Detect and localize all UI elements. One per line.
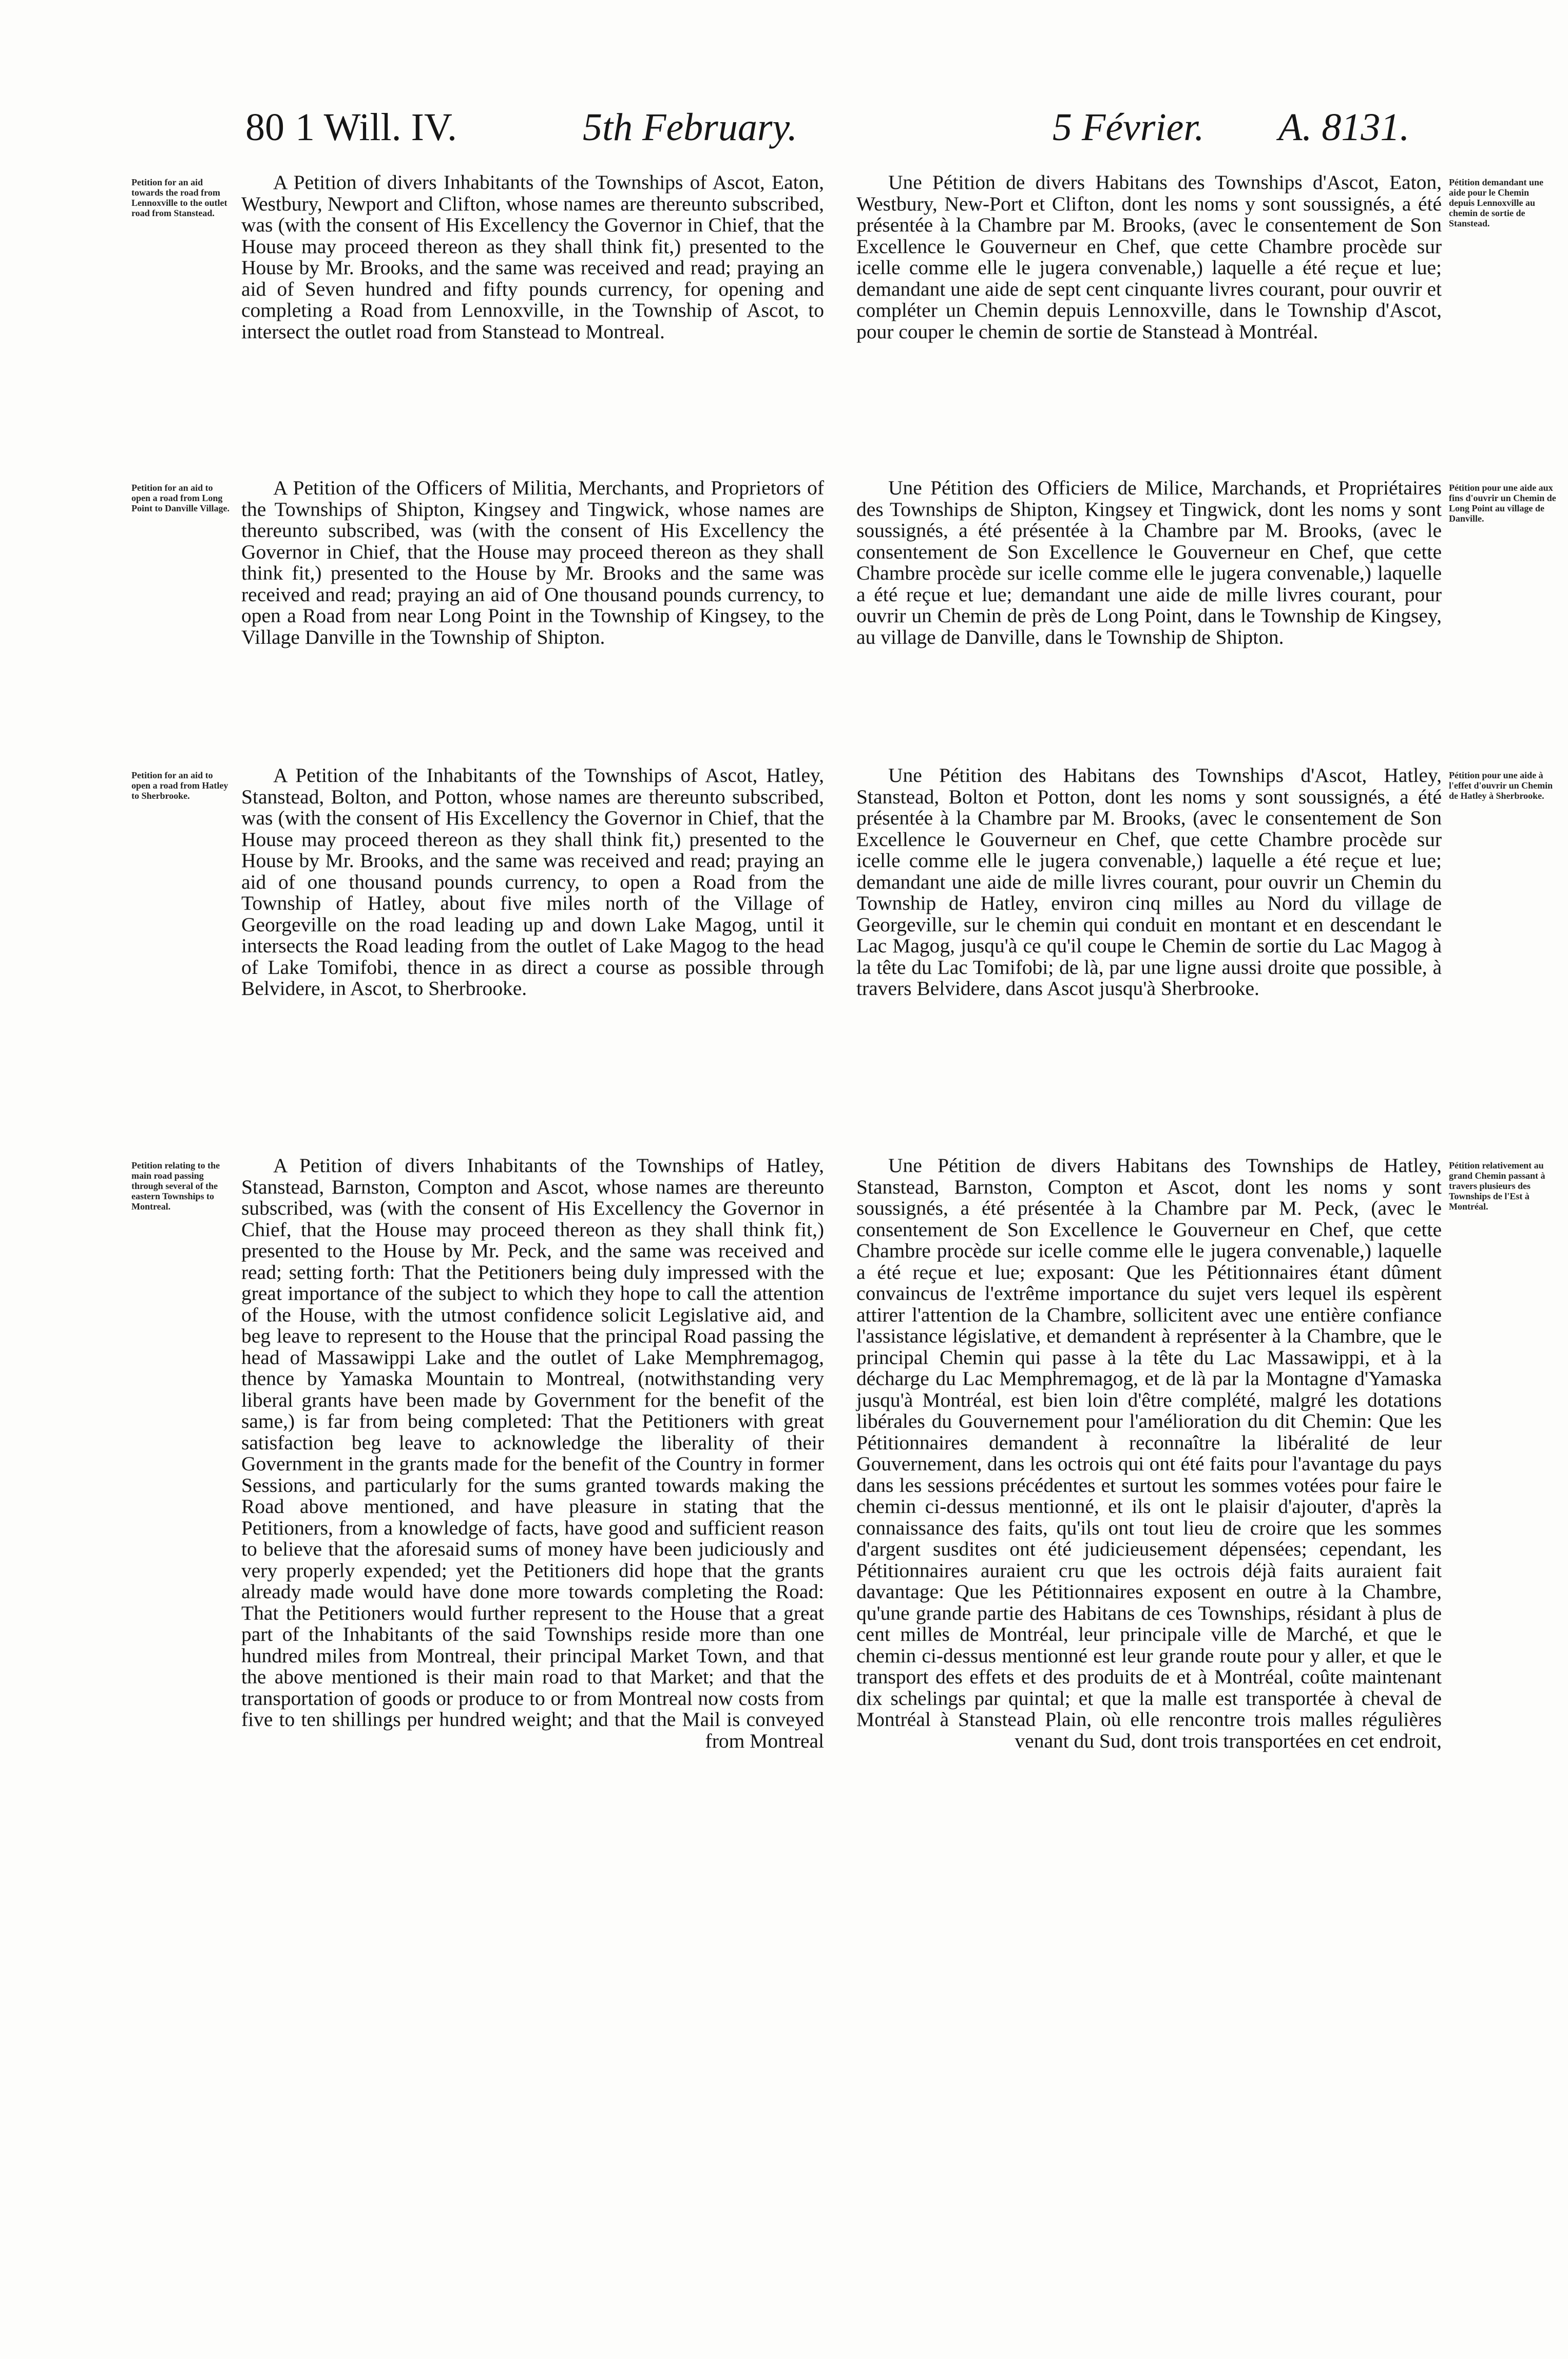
margin-note-french: Pétition demandant une aide pour le Chemin depuis Lennoxville au chemin de sortie de Stanstead.: [1449, 177, 1544, 228]
petition-text-french: Une Pétition des Officiers de Milice, Marchands, et Propriétaires des Townships de Shipton, Kingsey et Tingwick, dont les noms y sont soussignés, a été présentée à la Chambre par M. Brooks, (avec le consentement de Son Excellence le Gouverneur en Chef, que cette Chambre procède sur icelle comme elle le jugera convenable,) laquelle a été reçue et lue; demandant une aide de mille livres courant, pour ouvrir un Chemin de près de Long Point, dans le Township de Kingsey, au village de Danville, dans le Township de Shipton.: [856, 476, 1442, 648]
date-english: 5th February.: [583, 106, 797, 149]
page-number: 80: [245, 106, 284, 149]
margin-note-english: Petition for an aid towards the road from Lennoxville to the outlet road from Stanstead.: [131, 177, 227, 218]
margin-note-english: Petition for an aid to open a road from Hatley to Sherbrooke.: [131, 770, 228, 801]
margin-note-french: Pétition pour une aide aux fins d'ouvrir un Chemin de Long Point au village de Danville.: [1449, 483, 1556, 524]
petition-text-french: Une Pétition des Habitans des Townships d'Ascot, Hatley, Stanstead, Bolton et Potton, dont les noms y sont soussignés, a été présentée à la Chambre par M. Brooks, (avec le consentement de Son Excellence le Gouverneur en Chef, que cette Chambre procède sur icelle comme elle le jugera convenable,) laquelle a été reçue et lue; demandant une aide de mille livres courant, pour ouvrir un Chemin du Township de Hatley, environ cinq milles au Nord du village de Georgeville, sur le chemin qui conduit en montant et en descendant le Lac Magog, jusqu'à ce qu'il coupe le Chemin de sortie du Lac Magog à la tête du Lac Tomifobi; de là, par une ligne aussi droite que possible, à travers Belvidere, dans Ascot jusqu'à Sherbrooke.: [856, 764, 1442, 1000]
regnal-year: 1 Will. IV.: [295, 106, 457, 149]
petition-text-english: A Petition of divers Inhabitants of the Townships of Ascot, Eaton, Westbury, Newport and Clifton, whose names are thereunto subscribed, was (with the consent of His Excellency the Governor in Chief, that the House may proceed thereon as they shall think fit,) presented to the House by Mr. Brooks, and the same was received and read; praying an aid of Seven hundred and fifty pounds currency, for opening and completing a Road from Lennoxville, in the Township of Ascot, to intersect the outlet road from Stanstead to Montreal.: [241, 171, 824, 343]
margin-note-english: Petition for an aid to open a road from Long Point to Danville Village.: [131, 483, 230, 513]
page-header: [0, 105, 1568, 157]
margin-note-english: Petition relating to the main road passing through several of the eastern Townships to Montreal.: [131, 1160, 220, 1212]
petition-text-french: Une Pétition de divers Habitans des Townships d'Ascot, Eaton, Westbury, New-Port et Clifton, dont les noms y sont soussignés, a été présentée à la Chambre par M. Brooks, (avec le consentement de Son Excellence le Gouverneur en Chef, que cette Chambre procède sur icelle comme elle le jugera convenable,) laquelle a été reçue et lue; demandant une aide de sept cent cinquante livres courant, pour ouvrir et compléter un Chemin depuis Lennoxville, dans le Township d'Ascot, pour couper le chemin de sortie de Stanstead à Montréal.: [856, 171, 1442, 343]
petition-entry: [0, 477, 1568, 744]
date-french: 5 Février.: [1053, 106, 1204, 149]
petition-text-english: A Petition of the Officers of Militia, Merchants, and Proprietors of the Townships of Shipton, Kingsey and Tingwick, whose names are thereunto subscribed, was (with the consent of His Excellency the Governor in Chief, that the House may proceed thereon as they shall think fit,) presented to the House by Mr. Brooks and the same was received and read; praying an aid of One thousand pounds currency, to open a Road from near Long Point in the Township of Kingsey, to the Village Danville in the Township of Shipton.: [241, 476, 824, 648]
petition-entry: [0, 765, 1568, 1135]
petition-text-english: A Petition of the Inhabitants of the Townships of Ascot, Hatley, Stanstead, Bolton, and Potton, whose names are thereunto subscribed, was (with the consent of His Excellency the Governor in Chief, that the House may proceed thereon as they shall think fit,) presented to the House by Mr. Brooks, and the same was received and read; praying an aid of one thousand pounds currency, to open a Road from the Township of Hatley, about five miles north of the Village of Georgeville on the road leading up and down Lake Magog, until it intersects the Road leading from the outlet of Lake Magog to the head of Lake Tomifobi, thence in as direct a course as possible through Belvidere, in Ascot, to Sherbrooke.: [241, 764, 824, 1000]
petition-text-french: Une Pétition de divers Habitans des Townships de Hatley, Stanstead, Barnston, Compton et Ascot, dont les noms y sont soussignés, a été présentée à la Chambre par M. Peck, (avec le consentement de Son Excellence le Gouverneur en Chef, que cette Chambre procède sur icelle comme elle le jugera convenable,) laquelle a été reçue et lue; exposant: Que les Pétitionnaires étant dûment convaincus de l'extrême importance du sujet vers lequel ils espèrent attirer l'attention de la Chambre, sollicitent avec une entière confiance l'assistance législative, et demandent à représenter à la Chambre, que le principal Chemin qui passe à la tête du Lac Massawippi, et à la décharge du Lac Memphremagog, et de là par la Montagne d'Yamaska jusqu'à Montréal, est bien loin d'être complété, malgré les dotations libérales du Gouvernement pour l'amélioration du dit Chemin: Que les Pétitionnaires demandent à reconnaître la libéralité de leur Gouvernement, dans les octrois qui ont été faits pour l'avantage du pays dans les sessions précédentes et surtout les sommes votées pour faire le chemin ci-dessus mentionné, et ils ont le plaisir d'ajouter, d'après la connaissance des faits, qu'ils ont tout lieu de croire que les sommes d'argent susdites ont été judicieusement dépensées; cependant, les Pétitionnaires auraient cru que les octrois déjà faits auraient fait davantage: Que les Pétitionnaires exposent en outre à la Chambre, qu'une grande partie des Habitans de ces Townships, résidant à plus de cent milles de Montréal, leur principale ville de Marché, et que le chemin ci-dessus mentionné est leur grande route pour y aller, et que le transport des effets et des produits de et à Montréal, coûte maintenant dix schelings par quintal; et que la malle est transportée à cheval de Montréal à Stanstead Plain, où elle rencontre trois malles régulières venant du Sud, dont trois transportées en cet endroit,: [856, 1154, 1442, 1752]
margin-note-french: Pétition pour une aide à l'effet d'ouvrir un Chemin de Hatley à Sherbrooke.: [1449, 770, 1553, 801]
year-reference: A. 8131.: [1278, 106, 1410, 149]
petition-entry: [0, 1155, 1568, 2079]
petition-entry: [0, 172, 1568, 459]
margin-note-french: Pétition relativement au grand Chemin passant à travers plusieurs des Townships de l'Est à Montréal.: [1449, 1160, 1545, 1212]
petition-text-english: A Petition of divers Inhabitants of the Townships of Hatley, Stanstead, Barnston, Compton and Ascot, whose names are thereunto subscribed, was (with the consent of His Excellency the Governor in Chief, that the House may proceed thereon as they shall think fit,) presented to the House by Mr. Peck, and the same was received and read; setting forth: That the Petitioners being duly impressed with the great importance of the subject to which they hope to call the attention of the House, with the utmost confidence solicit Legislative aid, and beg leave to represent to the House that the principal Road passing the head of Massawippi Lake and the outlet of Lake Memphremagog, thence by Yamaska Mountain to Montreal, (notwithstanding very liberal grants have been made by Government for the benefit of the same,) is far from being completed: That the Petitioners with great satisfaction beg leave to acknowledge the liberality of their Government in the grants made for the benefit of the Country in former Sessions, and particularly for the sums granted towards making the Road above mentioned, and have pleasure in stating that the Petitioners, from a knowledge of facts, have good and sufficient reason to believe that the aforesaid sums of money have been judiciously and very properly expended; yet the Petitioners did hope that the grants already made would have done more towards completing the Road: That the Petitioners would further represent to the House that a great part of the Inhabitants of the said Townships reside more than one hundred miles from Montreal, their principal Market Town, and that the above mentioned is their main road to that Market; and that the transportation of goods or produce to or from Montreal now costs from five to ten shillings per hundred weight; and that the Mail is conveyed from Montreal: [241, 1154, 824, 1752]
